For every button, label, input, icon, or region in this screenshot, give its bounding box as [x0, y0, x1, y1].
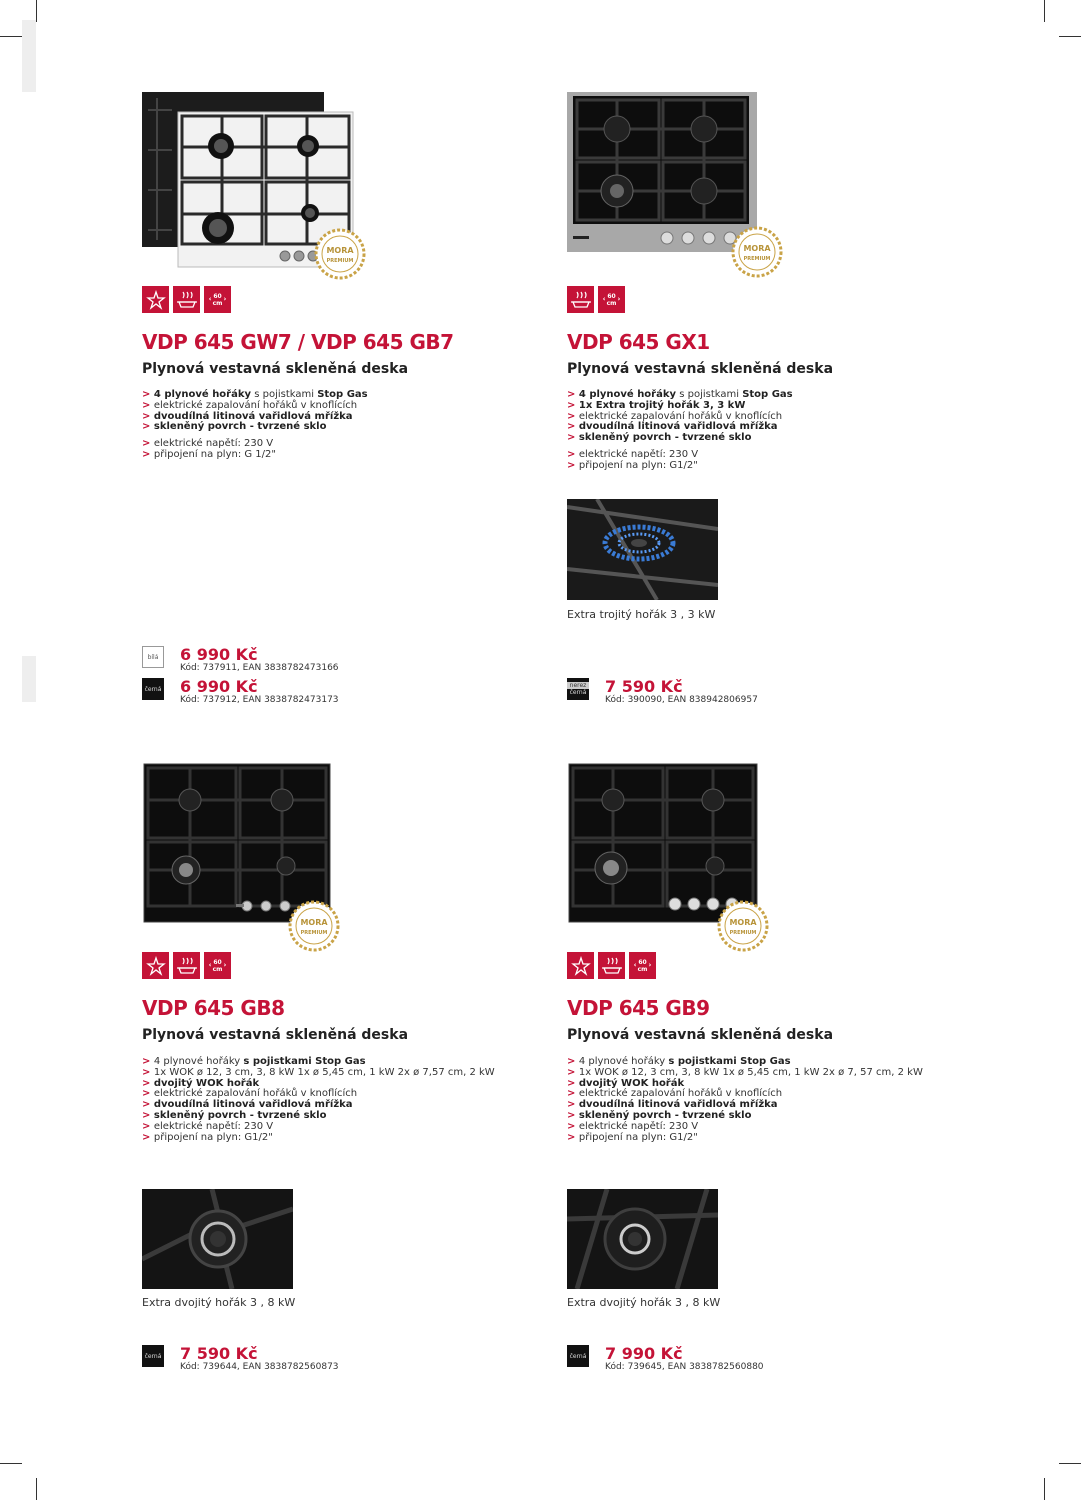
detail-caption: Extra dvojitý hořák 3 , 8 kW: [567, 1296, 721, 1309]
list-item: > skleněný povrch - tvrzené sklo: [142, 1109, 327, 1121]
detail-caption: Extra trojitý hořák 3 , 3 kW: [567, 608, 716, 621]
product-code: Kód: 390090, EAN 838942806957: [605, 695, 758, 705]
product-vdp-645-gb8: [142, 762, 582, 1382]
price-row: [142, 646, 339, 673]
price: 6 990 Kč: [180, 677, 258, 696]
pot-heat-icon: [173, 286, 200, 313]
spec-item: > připojení na plyn: G 1/2": [142, 448, 276, 460]
width-60cm-icon: ‹ 60 cm ›: [629, 952, 656, 979]
color-swatch-black: černá: [142, 678, 164, 700]
flame-spark-icon: [567, 952, 594, 979]
list-item: > skleněný povrch - tvrzené sklo: [142, 421, 327, 433]
product-vdp-645-gx1: [567, 90, 1007, 710]
svg-text:PREMIUM: PREMIUM: [743, 256, 771, 262]
product-code: Kód: 737911, EAN 3838782473166: [180, 663, 339, 673]
crop-mark: [1059, 1463, 1081, 1464]
svg-text:PREMIUM: PREMIUM: [326, 258, 354, 264]
list-item: > elektrické zapalování hořáků v knoflících: [142, 399, 358, 411]
list-item: > skleněný povrch - tvrzené sklo: [567, 432, 752, 444]
price-row: [142, 678, 339, 705]
spec-item: > elektrické napětí: 230 V: [567, 448, 699, 460]
list-item: > připojení na plyn: G1/2": [567, 1131, 698, 1143]
width-60cm-icon: ‹ 60 cm ›: [598, 286, 625, 313]
product-image: [142, 762, 352, 954]
feature-list: [567, 1057, 923, 1143]
feature-icons: [142, 952, 231, 979]
color-swatch-stainless-black: nerez černá: [567, 678, 589, 700]
list-item: > elektrické zapalování hořáků v knoflících: [567, 410, 783, 422]
mora-premium-badge-icon: [719, 902, 767, 950]
product-name: VDP 645 GB9: [567, 996, 710, 1020]
width-60cm-icon: ‹ 60 cm ›: [204, 286, 231, 313]
color-swatch-white: bílá: [142, 646, 164, 668]
product-vdp-645-gw7: [142, 90, 582, 710]
product-name: VDP 645 GX1: [567, 330, 710, 354]
svg-text:MORA: MORA: [743, 244, 771, 253]
color-swatch-black: černá: [567, 1345, 589, 1367]
price: 7 590 Kč: [605, 677, 683, 696]
svg-text:MORA: MORA: [729, 918, 757, 927]
crop-mark: [36, 1478, 37, 1500]
detail-caption: Extra dvojitý hořák 3 , 8 kW: [142, 1296, 296, 1309]
feature-list: [142, 1057, 495, 1143]
pot-heat-icon: [173, 952, 200, 979]
price: 6 990 Kč: [180, 645, 258, 664]
width-60cm-icon: ‹ 60 cm ›: [204, 952, 231, 979]
pot-heat-icon: [567, 286, 594, 313]
feature-icons: [142, 286, 231, 313]
product-subtitle: Plynová vestavná skleněná deska: [567, 361, 834, 377]
mora-premium-badge-icon: [316, 230, 364, 278]
list-item: > 4 plynové hořáky s pojistkami Stop Gas: [567, 1056, 791, 1067]
list-item: > elektrické napětí: 230 V: [567, 1120, 699, 1132]
list-item: > 4 plynové hořáky s pojistkami Stop Gas: [142, 389, 368, 400]
product-image: [567, 762, 777, 954]
price: 7 990 Kč: [605, 1344, 683, 1363]
spec-item: > elektrické napětí: 230 V: [142, 438, 274, 450]
list-item: > skleněný povrch - tvrzené sklo: [567, 1109, 752, 1121]
mora-premium-badge-icon: [290, 902, 338, 950]
product-name: VDP 645 GB8: [142, 996, 285, 1020]
product-subtitle: Plynová vestavná skleněná deska: [142, 361, 409, 377]
detail-image: [567, 499, 718, 600]
list-item: > elektrické zapalování hořáků v knoflících: [142, 1088, 358, 1100]
price: 7 590 Kč: [180, 1344, 258, 1363]
list-item: > dvoudílná litinová vařidlová mřížka: [142, 410, 353, 422]
product-name: VDP 645 GW7 / VDP 645 GB7: [142, 330, 454, 354]
crop-mark: [1044, 0, 1045, 22]
pot-heat-icon: [598, 952, 625, 979]
svg-text:MORA: MORA: [300, 918, 328, 927]
flame-spark-icon: [142, 952, 169, 979]
list-item: > dvoudílná litinová vařidlová mřížka: [567, 1099, 778, 1111]
price-row: [142, 1345, 339, 1372]
product-code: Kód: 739644, EAN 3838782560873: [180, 1362, 339, 1372]
page-edge-strip: [22, 20, 36, 92]
list-item: > dvoudílná litinová vařidlová mřížka: [567, 421, 778, 433]
detail-image: [142, 1189, 293, 1289]
product-image: [142, 90, 367, 280]
crop-mark: [0, 1463, 22, 1464]
detail-image: [567, 1189, 718, 1289]
product-subtitle: Plynová vestavná skleněná deska: [567, 1027, 834, 1043]
list-item: > 1x WOK ø 12, 3 cm, 3, 8 kW 1x ø 5,45 cm, 1 kW 2x ø 7,57 cm, 2 kW: [142, 1066, 495, 1078]
list-item: > 4 plynové hořáky s pojistkami Stop Gas: [567, 389, 793, 400]
crop-mark: [0, 36, 22, 37]
feature-icons: [567, 952, 656, 979]
list-item: > elektrické zapalování hořáků v knoflících: [567, 1088, 783, 1100]
svg-text:PREMIUM: PREMIUM: [300, 930, 328, 936]
list-item: > 1x WOK ø 12, 3 cm, 3, 8 kW 1x ø 5,45 cm, 1 kW 2x ø 7, 57 cm, 2 kW: [567, 1066, 923, 1078]
crop-mark: [36, 0, 37, 22]
list-item: > dvojitý WOK hořák: [142, 1077, 260, 1089]
crop-mark: [1044, 1478, 1045, 1500]
color-swatch-black: černá: [142, 1345, 164, 1367]
list-item: > 4 plynové hořáky s pojistkami Stop Gas: [142, 1056, 366, 1067]
page-edge-strip: [22, 656, 36, 702]
feature-list: [567, 390, 793, 472]
product-subtitle: Plynová vestavná skleněná deska: [142, 1027, 409, 1043]
list-item: > 1x Extra trojitý hořák 3, 3 kW: [567, 399, 746, 411]
feature-list: [142, 390, 368, 461]
svg-text:PREMIUM: PREMIUM: [729, 930, 757, 936]
list-item: > dvoudílná litinová vařidlová mřížka: [142, 1099, 353, 1111]
feature-icons: [567, 286, 625, 313]
list-item: > připojení na plyn: G1/2": [142, 1131, 273, 1143]
product-vdp-645-gb9: [567, 762, 1007, 1382]
flame-spark-icon: [142, 286, 169, 313]
product-code: Kód: 737912, EAN 3838782473173: [180, 695, 339, 705]
crop-mark: [1059, 36, 1081, 37]
price-row: [567, 1345, 764, 1372]
product-code: Kód: 739645, EAN 3838782560880: [605, 1362, 764, 1372]
list-item: > dvojitý WOK hořák: [567, 1077, 685, 1089]
mora-premium-badge-icon: [733, 228, 781, 276]
list-item: > elektrické napětí: 230 V: [142, 1120, 274, 1132]
product-image: [567, 90, 792, 280]
svg-text:MORA: MORA: [326, 246, 354, 255]
price-row: [567, 678, 758, 705]
spec-item: > připojení na plyn: G1/2": [567, 459, 698, 471]
